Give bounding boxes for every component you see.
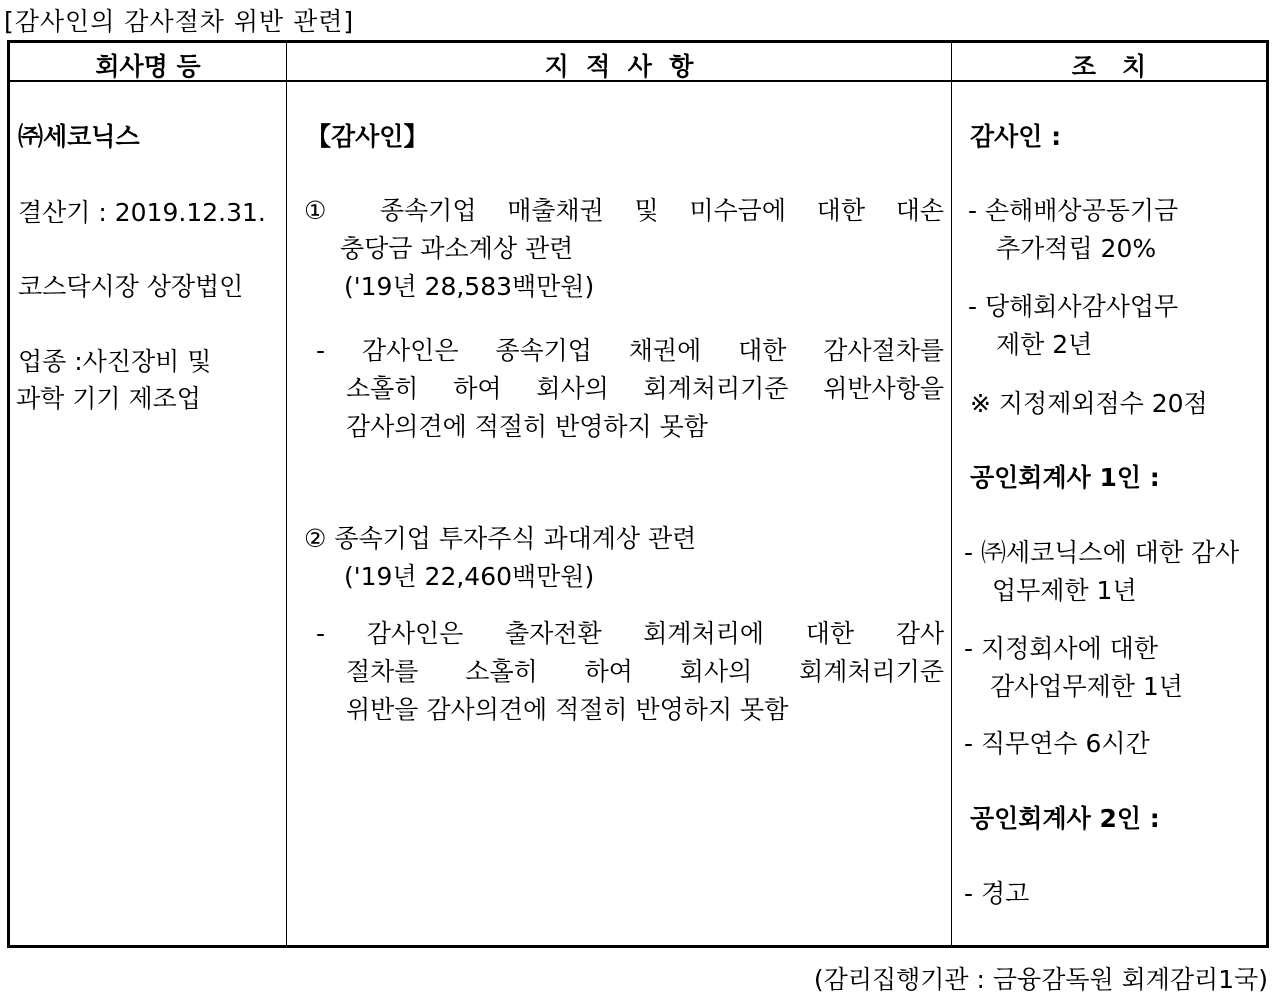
header-company: 회사명 등 [95, 52, 201, 81]
finding1-amount: ('19년 28,583백만원) [344, 272, 595, 301]
findings-heading: 【감사인】 [306, 122, 429, 151]
finding1-detail-line3: 감사의견에 적절히 반영하지 못함 [346, 412, 708, 441]
enforcement-agency-note: (감리집행기관 : 금융감독원 회계감리1국) [813, 965, 1268, 994]
company-fiscal-year: 결산기 : 2019.12.31. [18, 198, 266, 227]
finding2-line1: ② 종속기업 투자주식 과대계상 관련 [304, 524, 697, 553]
finding1-line1: ① 종속기업 매출채권 및 미수금에 대한 대손 [304, 196, 944, 225]
sanctions-table [7, 40, 1269, 948]
company-industry-line1: 업종 :사진장비 및 [18, 347, 212, 376]
action-auditor-heading: 감사인 : [970, 122, 1062, 151]
header-actions: 조 치 [1071, 52, 1147, 81]
action-cpa1-item1-line1: - ㈜세코닉스에 대한 감사 [964, 538, 1240, 567]
column-divider-1 [286, 43, 287, 945]
action-cpa1-heading: 공인회계사 1인 : [970, 463, 1160, 492]
finding2-detail-line3: 위반을 감사의견에 적절히 반영하지 못함 [346, 695, 789, 724]
finding2-detail-line2: 절차를 소홀히 하여 회사의 회계처리기준 [346, 657, 944, 686]
action-cpa1-item2-line1: - 지정회사에 대한 [964, 634, 1158, 663]
company-industry-line2: 과학 기기 제조업 [16, 384, 201, 413]
finding1-detail-line1: - 감사인은 종속기업 채권에 대한 감사절차를 [316, 336, 944, 365]
company-name: ㈜세코닉스 [18, 122, 140, 151]
finding1-line2: 충당금 과소계상 관련 [340, 234, 574, 263]
action-cpa1-item3: - 직무연수 6시간 [964, 729, 1150, 758]
action-auditor-note: ※ 지정제외점수 20점 [970, 389, 1208, 418]
action-auditor-item2-line1: - 당해회사감사업무 [968, 292, 1179, 321]
finding2-detail-line1: - 감사인은 출자전환 회계처리에 대한 감사 [316, 619, 944, 648]
company-market: 코스닥시장 상장법인 [18, 272, 244, 301]
action-auditor-item2-line2: 제한 2년 [996, 330, 1093, 359]
document-title: [감사인의 감사절차 위반 관련] [4, 7, 355, 36]
action-cpa2-heading: 공인회계사 2인 : [970, 804, 1160, 833]
column-divider-2 [951, 43, 952, 945]
action-cpa1-item1-line2: 업무제한 1년 [992, 576, 1137, 605]
action-cpa2-item1: - 경고 [964, 879, 1030, 908]
finding1-detail-line2: 소홀히 하여 회사의 회계처리기준 위반사항을 [346, 374, 944, 403]
action-auditor-item1-line1: - 손해배상공동기금 [968, 196, 1179, 225]
action-cpa1-item2-line2: 감사업무제한 1년 [990, 672, 1183, 701]
action-auditor-item1-line2: 추가적립 20% [996, 234, 1157, 263]
finding2-amount: ('19년 22,460백만원) [344, 562, 595, 591]
header-findings: 지 적 사 항 [544, 52, 694, 81]
